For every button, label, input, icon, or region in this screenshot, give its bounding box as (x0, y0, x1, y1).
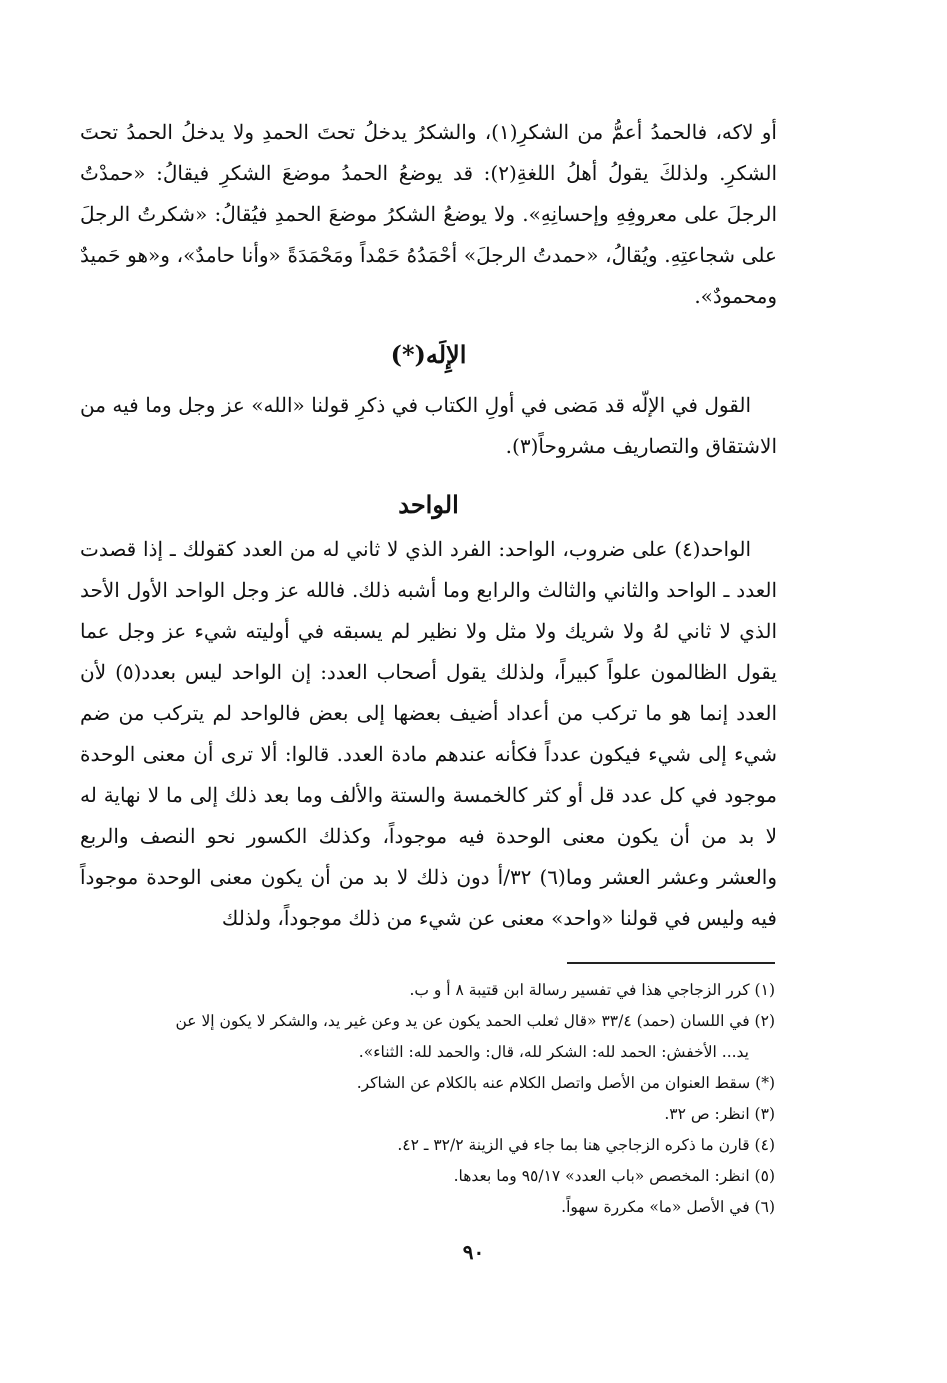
footnote-4: (٤) قارن ما ذكره الزجاجي هنا بما جاء في الزينة ٣٢/٢ ـ ٤٢. (397, 1136, 775, 1154)
footnote-6: (٦) في الأصل «ما» مكررة سهواً. (561, 1198, 775, 1216)
footnotes (78, 975, 775, 1223)
section-heading-wahid: الواحد (398, 490, 459, 519)
footnote-2-continued: يد... الأخفش: الحمد لله: الشكر لله، قال: والحمد لله: الثناء». (358, 1043, 749, 1061)
page-number: ٩٠ (462, 1240, 485, 1264)
page-body (80, 112, 777, 939)
footnote-5: (٥) انظر: المخصص «باب العدد» ٩٥/١٧ وما بعدها. (453, 1167, 775, 1185)
footnote-3: (٣) انظر: ص ٣٢. (664, 1105, 775, 1123)
main-text (80, 112, 777, 939)
footnote-1: (١) كرر الزجاجي هذا في تفسير رسالة ابن قتيبة ٨ أ و ب. (409, 981, 775, 999)
footnote-2: (٢) في اللسان (حمد) ٣٣/٤ «قال ثعلب الحمد يكون عن يد وعن غير يد، والشكر لا يكون إلا عن (175, 1012, 775, 1030)
section-heading-ilah: الإِلَه(*) (390, 340, 467, 369)
footnote-star: (*) سقط العنوان من الأصل واتصل الكلام عنه بالكلام عن الشاكر. (356, 1074, 775, 1092)
wahid-paragraph: الواحد(٤) على ضروب، الواحد: الفرد الذي لا ثاني له من العدد كقولك ـ إذا قصدت العدد ـ الواحد والثاني والثالث والرابع وما أشبه ذلك. فالله عز وجل الواحد الأول الأحد الذي لا ثاني لهُ ولا شريك ولا مثل ولا نظير لم يسبقه في أوليته شيء عز وجل عما يقول الظالمون علواً كبيراً، ولذلك يقول أصحاب العدد: إن الواحد ليس بعدد(٥) لأن العدد إنما هو ما تركب من أعداد أضيف بعضها إلى بعض فالواحد لم يتركب من ضم شيء إلى شيء فيكون عدداً فكأنه عندهم مادة العدد. قالوا: ألا ترى أن معنى الوحدة موجود في كل عدد قل أو كثر كالخمسة والستة والألف وما بعد ذلك إلى ما لا نهاية له لا بد من أن يكون معنى الوحدة فيه موجوداً، وكذلك الكسور نحو النصف والربع والعشر وعشر العشر وما(٦) ٣٢/أ دون ذلك لا بد من أن يكون معنى الوحدة موجوداً فيه وليس في قولنا «واحد» معنى عن شيء من ذلك موجوداً، ولذلك (80, 537, 778, 930)
footnote-divider (567, 962, 775, 964)
intro-paragraph: أو لاكه، فالحمدُ أعمُّ من الشكرِ(١)، والشكرُ يدخلُ تحتَ الحمدِ ولا يدخلُ الحمدُ تحتَ الشكرِ. ولذلكَ يقولُ أهلُ اللغةِ(٢): قد يوضعُ الحمدُ موضعَ الشكرِ فيقالُ: «حمدْتُ الرجلَ على معروفِهِ وإحسانِهِ». ولا يوضعُ الشكرُ موضعَ الحمدِ فيُقالُ: «شكرتُ الرجلَ على شجاعتِهِ. ويُقالُ، «حمدتُ الرجلَ» أحْمَدُهُ حَمْداً ومَحْمَدَةً «وأنا حامدٌ»، و«هو حَميدٌ ومحمودٌ». (80, 120, 777, 308)
ilah-paragraph: القول في الإلّه قد مَضى في أولِ الكتاب في ذكرِ قولنا «الله» عز وجل وما فيه من الاشتقاق والتصاريف مشروحاً(٣). (80, 393, 777, 458)
